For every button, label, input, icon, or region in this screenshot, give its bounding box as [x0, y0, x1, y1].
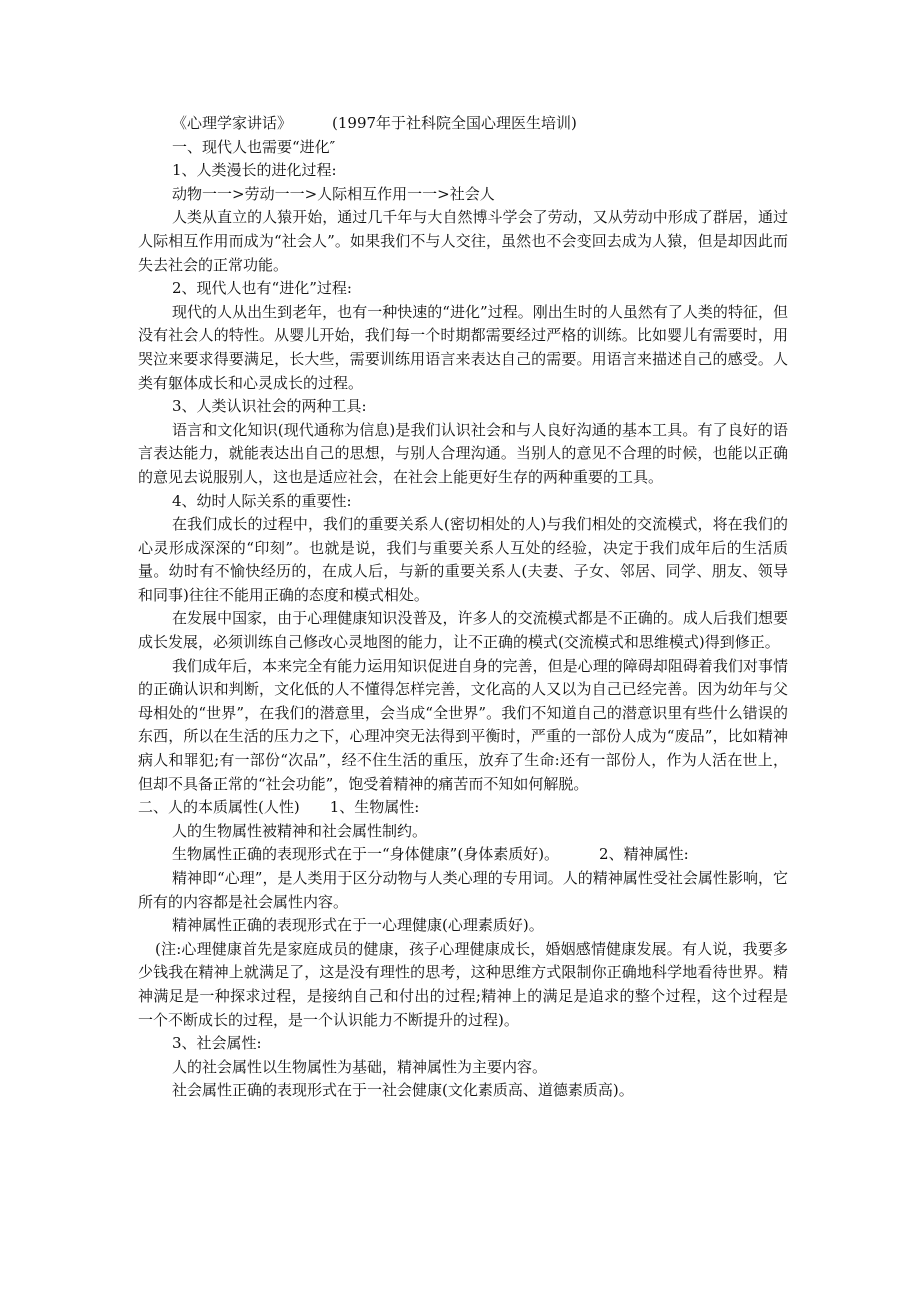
- social-attribute-heading: 3、社会属性:: [172, 1034, 262, 1053]
- section1-sub3-heading: 3、人类认识社会的两种工具:: [172, 397, 367, 416]
- section2-heading-line: [138, 796, 788, 820]
- social-attribute-paragraph-2: 社会属性正确的表现形式在于一社会健康(文化素质高、道德素质高)。: [172, 1081, 634, 1100]
- section1-sub4-heading: 4、幼时人际关系的重要性:: [172, 491, 352, 510]
- spirit-attribute-heading: 2、精神属性:: [599, 845, 689, 864]
- document-title: 《心理学家讲话》: [172, 114, 293, 132]
- document-title-line: [138, 112, 788, 136]
- bio-attribute-paragraph-1: 人的生物属性被精神和社会属性制约。: [172, 821, 428, 840]
- social-attribute-paragraph-1: 人的社会属性以生物属性为基础，精神属性为主要内容。: [172, 1057, 548, 1076]
- section2-heading: 二、人的本质属性(人性): [138, 798, 300, 817]
- section1-sub2-heading: 2、现代人也有“进化”过程:: [172, 279, 352, 298]
- section1-sub3-paragraph: 语言和文化知识(现代通称为信息)是我们认识社会和与人良好沟通的基本工具。有了良好的语言表达能力，就能表达出自己的思想，与别人合理沟通。当别人的意见不合理的时候，也能以正确的意见去说服别人，这也是适应社会，在社会上能更好生存的两种重要的工具。: [138, 420, 788, 486]
- spirit-attribute-note: (注:心理健康首先是家庭成员的健康，孩子心理健康成长，婚姻感情健康发展。有人说，我要多少钱我在精神上就满足了，这是没有理性的思考，这种思维方式限制你正确地科学地看待世界。精神满足是一种探求过程，是接纳自己和付出的过程;精神上的满足是追求的整个过程，这个过程是一个不断成长的过程，是一个认识能力不断提升的过程)。: [138, 939, 788, 1029]
- bio-attribute-heading: 1、生物属性:: [329, 798, 420, 817]
- section1-sub1-paragraph: 人类从直立的人猿开始，通过几千年与大自然博斗学会了劳动，又从劳动中形成了群居，通过人际相互作用而成为“社会人”。如果我们不与人交往，虽然也不会变回去成为人猿，但是却因此而失去社会的正常功能。: [138, 208, 788, 274]
- spirit-attribute-paragraph-1: 精神即“心理”，是人类用于区分动物与人类心理的专用词。人的精神属性受社会属性影响，它所有的内容都是社会属性内容。: [138, 869, 788, 911]
- bio-attribute-paragraph-2: 生物属性正确的表现形式在于一“身体健康”(身体素质好)。: [172, 845, 560, 864]
- bio-spirit-line: [138, 843, 788, 867]
- document-source: (1997年于社科院全国心理医生培训): [332, 114, 577, 132]
- spirit-attribute-paragraph-2: 精神属性正确的表现形式在于一心理健康(心理素质好)。: [172, 916, 544, 935]
- section1-heading: 一、现代人也需要“进化″: [172, 137, 336, 156]
- evolution-chain: 动物一一>劳动一一>人际相互作用一一>社会人: [172, 184, 495, 203]
- document-page: [138, 112, 788, 1103]
- section1-sub4-paragraph-1: 在我们成长的过程中，我们的重要关系人(密切相处的人)与我们相处的交流模式，将在我们的心灵形成深深的“印刻”。也就是说，我们与重要关系人互处的经验，决定于我们成年后的生活质量。幼时有不愉快经历的，在成人后，与新的重要关系人(夫妻、子女、邻居、同学、朋友、领导和同事)往往不能用正确的态度和模式相处。: [138, 515, 788, 604]
- section1-sub4-paragraph-2: 在发展中国家，由于心理健康知识没普及，许多人的交流模式都是不正确的。成人后我们想要成长发展，必须训练自己修改心灵地图的能力，让不正确的模式(交流模式和思维模式)得到修正。: [138, 609, 788, 652]
- section1-sub2-paragraph: 现代的人从出生到老年，也有一种快速的“进化”过程。刚出生时的人虽然有了人类的特征，但没有社会人的特性。从婴儿开始，我们每一个时期都需要经过严格的训练。比如婴儿有需要时，用哭泣来要求得要满足，长大些，需要训练用语言来表达自己的需要。用语言来描述自己的感受。人类有躯体成长和心灵成长的过程。: [138, 302, 788, 392]
- section1-sub1-heading: 1、人类漫长的进化过程:: [172, 161, 337, 180]
- section1-sub4-paragraph-3: 我们成年后，本来完全有能力运用知识促进自身的完善，但是心理的障碍却阻碍着我们对事情的正确认识和判断，文化低的人不懂得怎样完善，文化高的人又以为自己已经完善。因为幼年与父母相处的“世界”，在我们的潜意里，会当成“全世界”。我们不知道自己的潜意识里有些什么错误的东西，所以在生活的压力之下，心理冲突无法得到平衡时，严重的一部份人成为“废品”，比如精神病人和罪犯;有一部份“次品”，经不住生活的重压，放弃了生命:还有一部份人，作为人活在世上，但却不具备正常的“社会功能”，饱受着精神的痛苦而不知如何解脱。: [138, 656, 788, 793]
